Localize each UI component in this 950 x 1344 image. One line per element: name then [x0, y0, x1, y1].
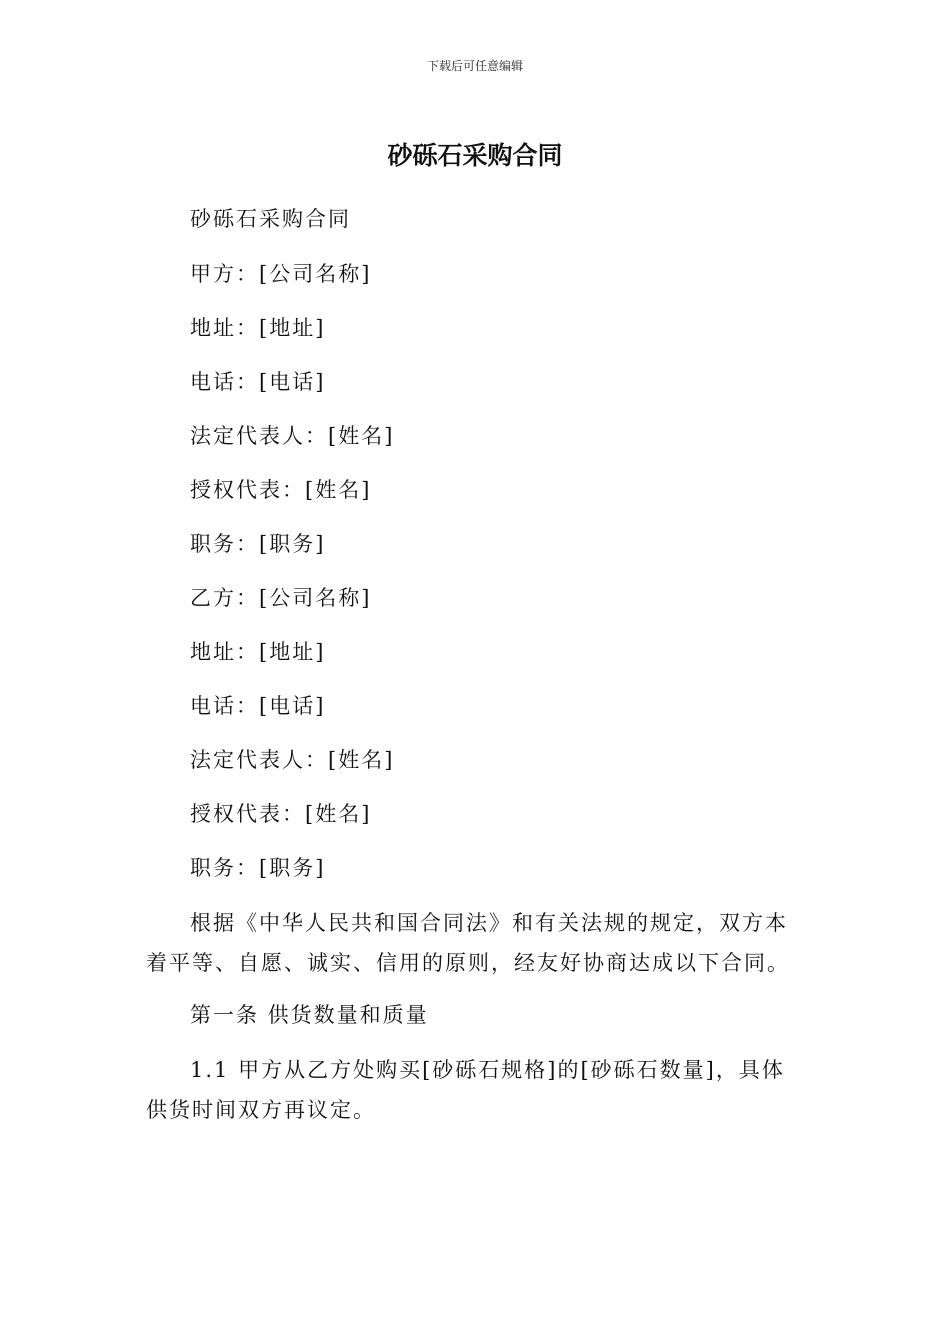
header-note: 下载后可任意编辑	[426, 59, 523, 73]
document-title: 砂砾石采购合同	[387, 141, 563, 170]
line-party-a: 甲方：[公司名称]	[190, 262, 372, 286]
line-party-b: 乙方：[公司名称]	[190, 586, 372, 610]
line-party-b-legal-rep: 法定代表人：[姓名]	[190, 748, 395, 772]
intro-paragraph: 根据《中华人民共和国合同法》和有关法规的规定，双方本着平等、自愿、诚实、信用的原则，经友好协商达成以下合同。	[146, 911, 790, 975]
line-party-b-authorized-rep: 授权代表：[姓名]	[190, 802, 372, 826]
line-party-b-phone: 电话：[电话]	[190, 694, 326, 718]
line-party-a-address: 地址：[地址]	[190, 316, 326, 340]
article-1-heading: 第一条 供货数量和质量	[190, 1003, 429, 1027]
line-party-a-legal-rep: 法定代表人：[姓名]	[190, 424, 395, 448]
line-party-b-address: 地址：[地址]	[190, 640, 326, 664]
line-contract-name: 砂砾石采购合同	[190, 207, 351, 231]
line-party-b-position: 职务：[职务]	[190, 856, 326, 880]
line-party-a-position: 职务：[职务]	[190, 532, 326, 556]
clause-1-1: 1.1 甲方从乙方处购买[砂砾石规格]的[砂砾石数量]，具体供货时间双方再议定。	[146, 1058, 785, 1122]
line-party-a-phone: 电话：[电话]	[190, 370, 326, 394]
line-party-a-authorized-rep: 授权代表：[姓名]	[190, 478, 372, 502]
